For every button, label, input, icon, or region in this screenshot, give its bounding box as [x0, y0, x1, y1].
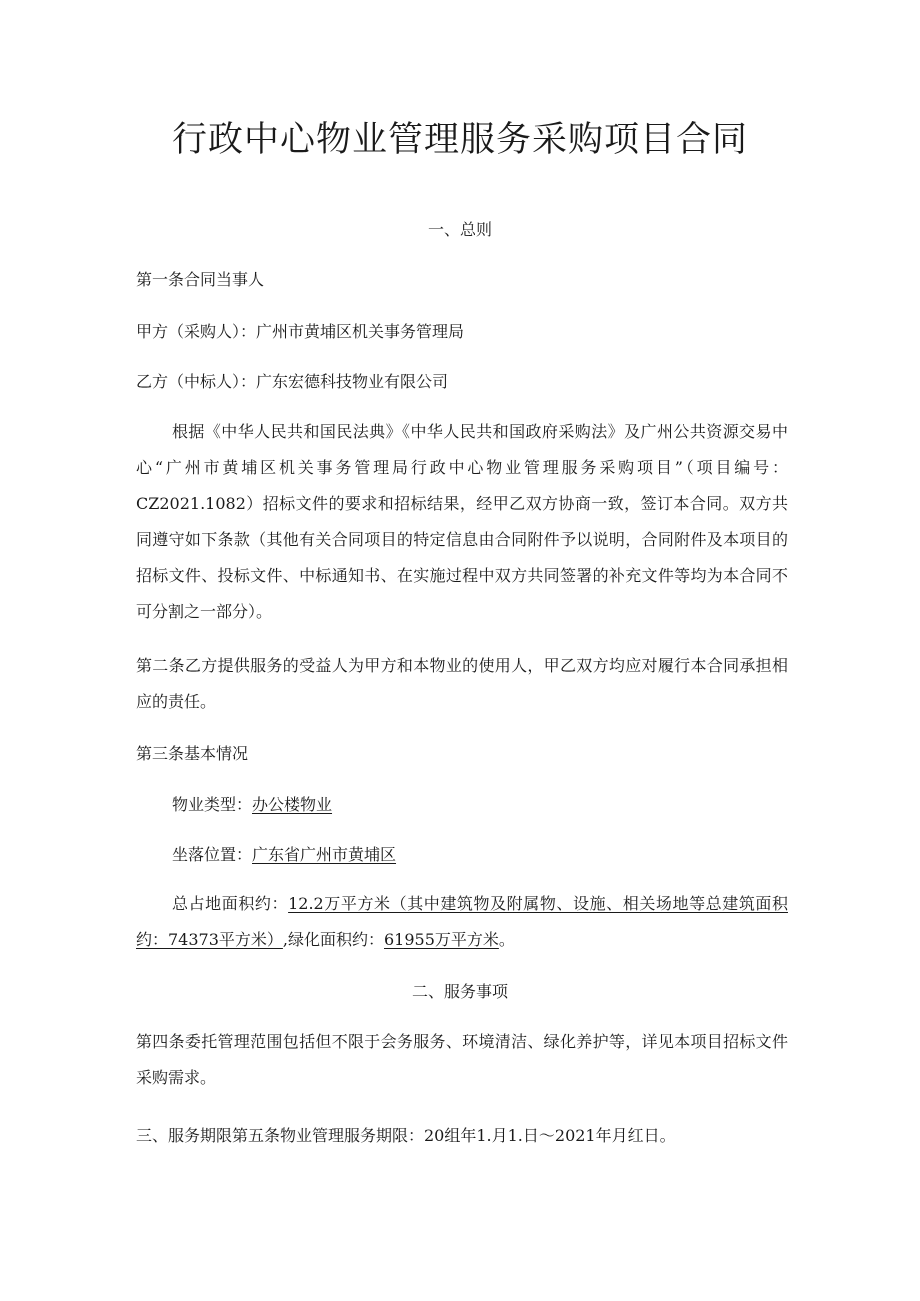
article2-paragraph: 第二条乙方提供服务的受益人为甲方和本物业的使用人，甲乙双方均应对履行本合同承担相应的责任。	[136, 656, 788, 711]
property-type-row	[172, 795, 332, 815]
green-area-label: ,绿化面积约：	[282, 930, 384, 949]
property-type-label: 物业类型：	[172, 795, 253, 814]
area-paragraph	[136, 886, 788, 958]
green-area-value: 61955万平方米	[384, 930, 499, 949]
party-b: 乙方（中标人）：广东宏德科技物业有限公司	[136, 372, 449, 391]
area-value: 12.2万平方米（其中建筑物及附属物、设施、相关场地等总建筑面积约：74373平方米）	[136, 894, 788, 949]
property-type-value: 办公楼物业	[252, 795, 333, 814]
area-label: 总占地面积约：	[172, 894, 289, 913]
location-value: 广东省广州市黄埔区	[252, 845, 397, 864]
article4-paragraph: 第四条委托管理范围包括但不限于会务服务、环境清洁、绿化养护等，详见本项目招标文件采购需求。	[136, 1032, 788, 1087]
document-title: 行政中心物业管理服务采购项目合同	[171, 120, 748, 160]
location-row	[172, 845, 396, 865]
article1-title: 第一条合同当事人	[136, 270, 265, 289]
basis-paragraph: 根据《中华人民共和国民法典》《中华人民共和国政府采购法》及广州公共资源交易中心“广州市黄埔区机关事务管理局行政中心物业管理服务采购项目”（项目编号：CZ2021.1082）招标文件的要求和招标结果，经甲乙双方协商一致，签订本合同。双方共同遵守如下条款（其他有关合同项目的特定信息由合同附件予以说明，合同附件及本项目的招标文件、投标文件、中标通知书、在实施过程中双方共同签署的补充文件等均为本合同不可分割之一部分）。	[136, 422, 788, 621]
article3-title: 第三条基本情况	[136, 744, 249, 763]
party-a: 甲方（采购人）：广州市黄埔区机关事务管理局	[136, 322, 465, 341]
location-label: 坐落位置：	[172, 845, 253, 864]
section-heading-general: 一、总则	[427, 220, 492, 239]
green-area-end: 。	[498, 930, 515, 949]
section-heading-services: 二、服务事项	[411, 982, 508, 1001]
service-period-line: 三、服务期限第五条物业管理服务期限：20组年1.月1.日～2021年月红日。	[136, 1126, 676, 1145]
